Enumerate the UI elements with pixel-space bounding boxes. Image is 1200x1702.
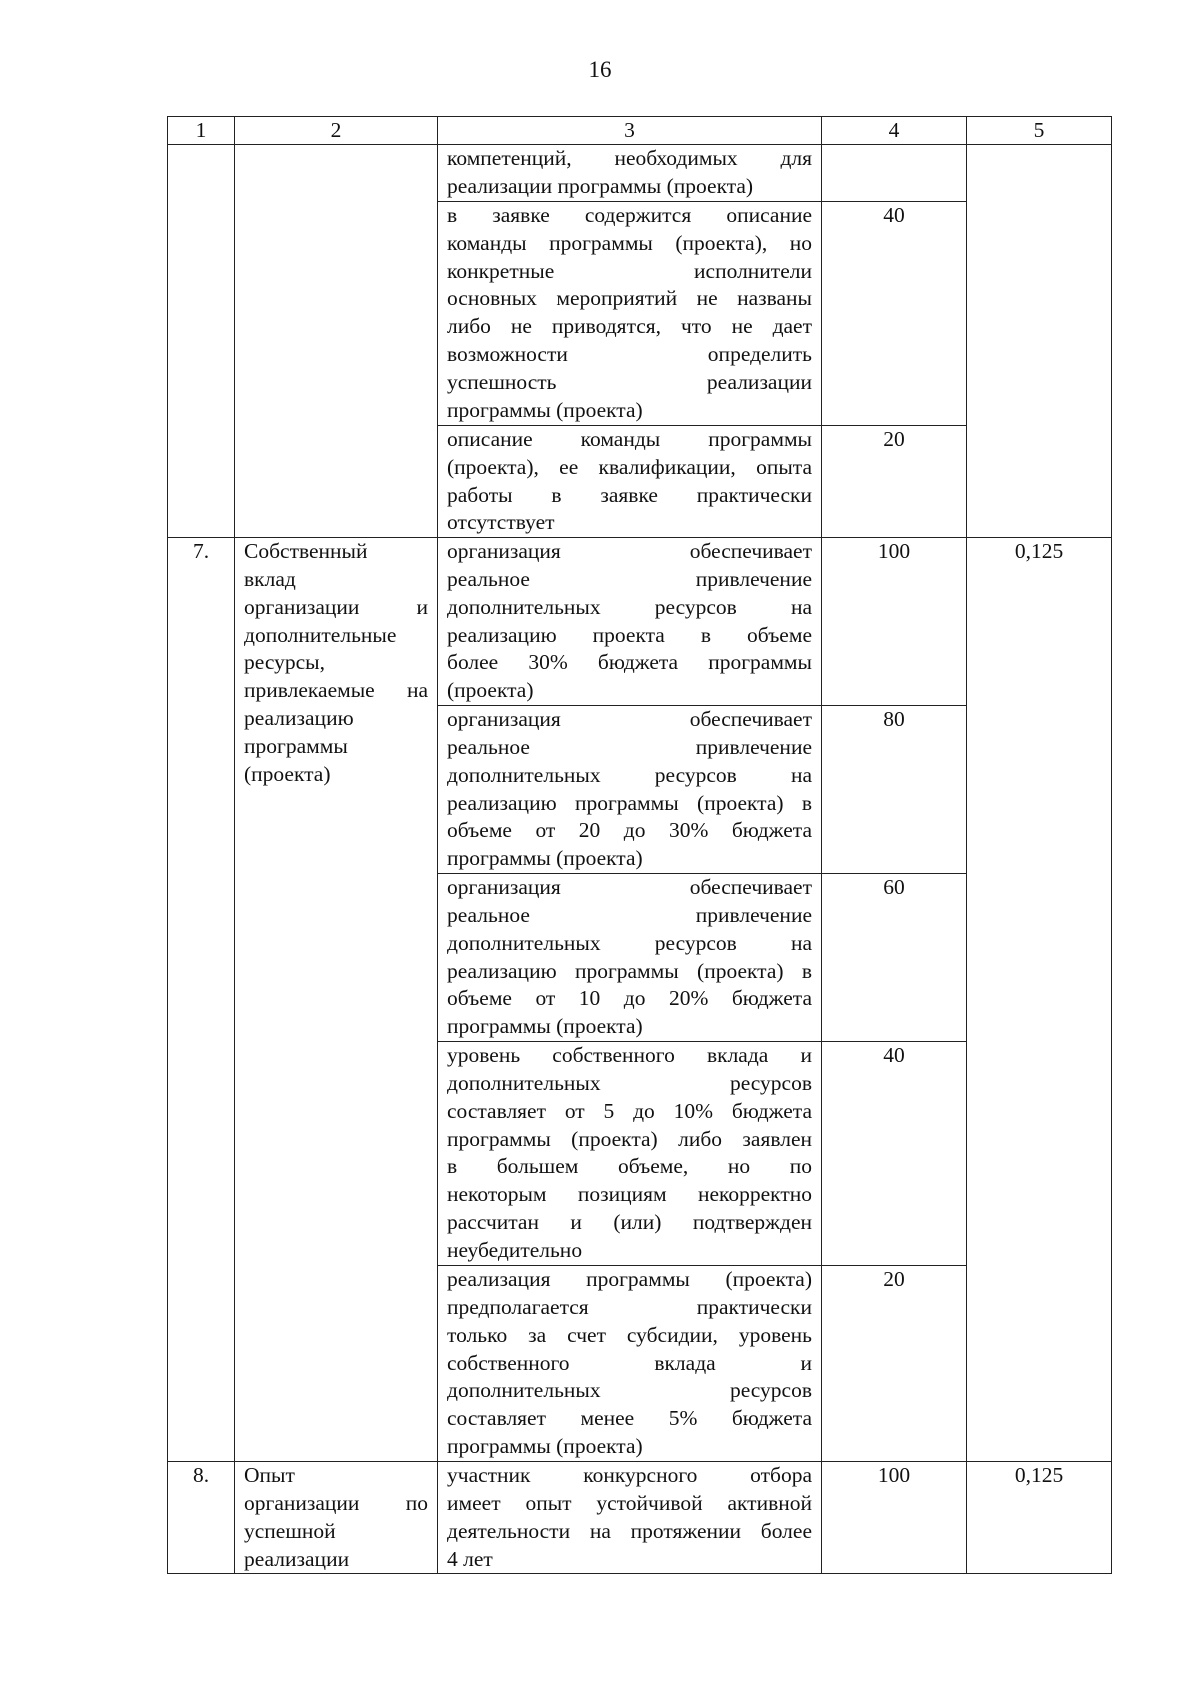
text-line: привлекаемые на: [244, 678, 428, 703]
text-line: возможности определить: [447, 341, 812, 366]
table-header-row: [168, 117, 1112, 145]
text-line: реализацию программы (проекта) в: [447, 790, 812, 815]
table-row: [168, 1462, 1112, 1574]
text-line: конкретные исполнители: [447, 258, 812, 283]
table-row: [168, 538, 1112, 706]
text-line: неубедительно: [447, 1237, 583, 1262]
page-number: 16: [588, 57, 612, 82]
text-line: либо не приводятся, что не дает: [447, 314, 812, 339]
text-line: программы: [244, 733, 348, 758]
text-line: уровень собственного вклада и: [447, 1043, 812, 1068]
text-line: составляет от 5 до 10% бюджета: [447, 1098, 812, 1123]
text-line: реализацию проекта в объеме: [447, 622, 812, 647]
text-line: дополнительных ресурсов на: [447, 594, 812, 619]
text-line: дополнительных ресурсов: [447, 1378, 812, 1403]
text-line: программы (проекта) либо заявлен: [447, 1126, 812, 1151]
column-header-1: 1: [168, 117, 235, 145]
text-line: (проекта): [447, 678, 534, 703]
text-line: программы (проекта): [447, 397, 643, 422]
text-line: реализация программы (проекта): [447, 1267, 812, 1292]
text-line: объеме от 10 до 20% бюджета: [447, 986, 812, 1011]
text-line: работы в заявке практически: [447, 482, 812, 507]
level-description: [438, 874, 822, 1042]
text-line: вклад: [244, 566, 296, 591]
text-line: в заявке содержится описание: [447, 203, 812, 227]
text-line: организации и: [244, 594, 428, 619]
text-line: дополнительных ресурсов: [447, 1070, 812, 1095]
weight-cell: 0,125: [967, 1462, 1112, 1574]
column-header-2: 2: [235, 117, 438, 145]
text-line: более 30% бюджета программы: [447, 650, 812, 675]
level-score: 100: [822, 538, 967, 706]
level-description: [438, 538, 822, 706]
level-description: [438, 145, 822, 202]
text-line: деятельности на протяжении более: [447, 1518, 812, 1543]
text-line: реализации программы (проекта): [447, 173, 754, 198]
text-line: Опыт: [244, 1463, 295, 1488]
text-line: реализации: [244, 1546, 350, 1571]
level-score: 20: [822, 426, 967, 538]
text-line: Собственный: [244, 539, 368, 564]
text-line: успешной: [244, 1518, 336, 1543]
text-line: ресурсы,: [244, 650, 325, 675]
row-number-cell: [168, 145, 235, 538]
text-line: составляет менее 5% бюджета: [447, 1406, 812, 1431]
text-line: в большем объеме, но по: [447, 1154, 812, 1179]
level-description: [438, 1042, 822, 1266]
text-line: (проекта), ее квалификации, опыта: [447, 454, 812, 479]
text-line: основных мероприятий не названы: [447, 286, 812, 311]
level-description: [438, 202, 822, 426]
text-line: (проекта): [244, 761, 331, 786]
text-line: программы (проекта): [447, 1014, 643, 1039]
text-line: описание команды программы: [447, 427, 812, 451]
level-description: [438, 706, 822, 874]
text-line: некоторым позициям некорректно: [447, 1182, 812, 1207]
level-score: 80: [822, 706, 967, 874]
criterion-cell: [235, 145, 438, 538]
level-score: 60: [822, 874, 967, 1042]
criterion-cell: [235, 538, 438, 1462]
text-line: имеет опыт устойчивой активной: [447, 1490, 812, 1515]
text-line: отсутствует: [447, 510, 555, 535]
text-line: только за счет субсидии, уровень: [447, 1322, 812, 1347]
text-line: компетенций, необходимых для: [447, 146, 812, 170]
level-score: 40: [822, 202, 967, 426]
level-score: [822, 145, 967, 202]
text-line: организации по: [244, 1490, 428, 1515]
column-header-3: 3: [438, 117, 822, 145]
level-description: [438, 1462, 822, 1574]
text-line: предполагается практически: [447, 1294, 812, 1319]
level-score: 40: [822, 1042, 967, 1266]
text-line: реализацию программы (проекта) в: [447, 958, 812, 983]
weight-cell: 0,125: [967, 538, 1112, 1462]
text-line: участник конкурсного отбора: [447, 1463, 812, 1488]
criterion-cell: [235, 1462, 438, 1574]
text-line: команды программы (проекта), но: [447, 230, 812, 255]
text-line: реальное привлечение: [447, 902, 812, 927]
text-line: организация обеспечивает: [447, 539, 812, 564]
text-line: успешность реализации: [447, 369, 812, 394]
column-header-5: 5: [967, 117, 1112, 145]
level-score: 20: [822, 1266, 967, 1462]
row-number-cell: 7.: [168, 538, 235, 1462]
row-number-cell: 8.: [168, 1462, 235, 1574]
column-header-4: 4: [822, 117, 967, 145]
text-line: программы (проекта): [447, 846, 643, 871]
text-line: реализацию: [244, 705, 354, 730]
text-line: дополнительных ресурсов на: [447, 762, 812, 787]
level-score: 100: [822, 1462, 967, 1574]
text-line: организация обеспечивает: [447, 875, 812, 900]
table-row: [168, 145, 1112, 202]
text-line: организация обеспечивает: [447, 707, 812, 732]
text-line: программы (проекта): [447, 1433, 643, 1458]
text-line: рассчитан и (или) подтвержден: [447, 1209, 812, 1234]
text-line: реальное привлечение: [447, 566, 812, 591]
text-line: объеме от 20 до 30% бюджета: [447, 818, 812, 843]
text-line: собственного вклада и: [447, 1350, 812, 1375]
level-description: [438, 1266, 822, 1462]
text-line: дополнительные: [244, 622, 397, 647]
text-line: дополнительных ресурсов на: [447, 930, 812, 955]
text-line: 4 лет: [447, 1546, 493, 1571]
level-description: [438, 426, 822, 538]
text-line: реальное привлечение: [447, 734, 812, 759]
weight-cell: [967, 145, 1112, 538]
criteria-table: [167, 116, 1112, 1574]
